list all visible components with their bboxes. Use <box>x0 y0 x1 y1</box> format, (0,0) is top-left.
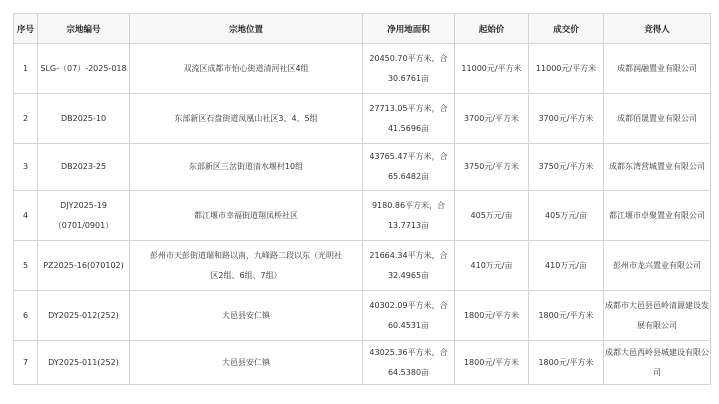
cell-location: 双流区成都市怡心街道清河社区4组 <box>130 44 363 94</box>
cell-code: DB2023-25 <box>38 144 130 191</box>
cell-start-price: 3700元/平方米 <box>455 94 529 144</box>
cell-start-price: 1800元/平方米 <box>455 341 529 385</box>
cell-final-price: 1800元/平方米 <box>529 291 604 341</box>
cell-winner: 彭州市龙兴置业有限公司 <box>604 241 711 291</box>
cell-area <box>363 44 455 94</box>
cell-no: 2 <box>14 94 38 144</box>
header-start-price: 起始价 <box>455 14 529 44</box>
cell-location: 大邑县安仁镇 <box>130 291 363 341</box>
table-row <box>14 291 711 341</box>
location-line1: 彭州市天彭街道瑞和路以南，九峰路二段以东（光明社 <box>150 250 342 260</box>
area-sqm: 43025.36平方米，合 <box>369 347 448 357</box>
cell-code: DY2025-012(252) <box>38 291 130 341</box>
cell-area <box>363 144 455 191</box>
header-no: 序号 <box>14 14 38 44</box>
cell-final-price: 410万元/亩 <box>529 241 604 291</box>
header-code: 宗地编号 <box>38 14 130 44</box>
header-final-price: 成交价 <box>529 14 604 44</box>
cell-start-price: 405万元/亩 <box>455 191 529 241</box>
table-row <box>14 144 711 191</box>
code-line1: DJY2025-19 <box>60 200 107 210</box>
header-area: 净用地面积 <box>363 14 455 44</box>
winner-line1: 成都大邑西岭县城建设有限公 <box>605 347 709 357</box>
cell-area <box>363 291 455 341</box>
cell-no: 4 <box>14 191 38 241</box>
cell-start-price: 11000元/平方米 <box>455 44 529 94</box>
table-row <box>14 241 711 291</box>
cell-winner: 都江堰市卓聚置业有限公司 <box>604 191 711 241</box>
code-line2: （0701/0901） <box>53 220 114 230</box>
header-row <box>14 14 711 44</box>
cell-winner: 成都东湾营城置业有限公司 <box>604 144 711 191</box>
cell-no: 1 <box>14 44 38 94</box>
cell-location: 东部新区石盘街道凤凰山社区3、4、5组 <box>130 94 363 144</box>
area-mu: 30.6761亩 <box>387 73 430 83</box>
cell-final-price: 3700元/平方米 <box>529 94 604 144</box>
winner-line2: 展有限公司 <box>637 320 677 330</box>
table-row <box>14 44 711 94</box>
cell-location <box>130 241 363 291</box>
cell-winner: 成都佰晟置业有限公司 <box>604 94 711 144</box>
cell-winner <box>604 291 711 341</box>
area-sqm: 9180.86平方米，合 <box>371 200 446 210</box>
area-mu: 60.4531亩 <box>387 320 430 330</box>
cell-start-price: 410万元/亩 <box>455 241 529 291</box>
table-row <box>14 341 711 385</box>
area-mu: 13.7713亩 <box>387 220 430 230</box>
cell-area <box>363 94 455 144</box>
winner-line1: 成都市大邑县邑岭清源建设发 <box>605 300 709 310</box>
area-mu: 64.5380亩 <box>387 367 430 377</box>
cell-code: PZ2025-16(070102) <box>38 241 130 291</box>
header-location: 宗地位置 <box>130 14 363 44</box>
cell-location: 大邑县安仁镇 <box>130 341 363 385</box>
cell-no: 6 <box>14 291 38 341</box>
cell-code: DB2025-10 <box>38 94 130 144</box>
cell-location: 东部新区三岔街道清水堰村10组 <box>130 144 363 191</box>
cell-no: 5 <box>14 241 38 291</box>
area-sqm: 21664.34平方米，合 <box>369 250 448 260</box>
cell-final-price: 3750元/平方米 <box>529 144 604 191</box>
header-winner: 竞得人 <box>604 14 711 44</box>
cell-final-price: 405万元/亩 <box>529 191 604 241</box>
winner-line2: 司 <box>653 367 661 377</box>
area-mu: 41.5696亩 <box>387 123 430 133</box>
cell-winner: 成都润融置业有限公司 <box>604 44 711 94</box>
area-sqm: 43765.47平方米，合 <box>369 152 448 161</box>
table-row <box>14 94 711 144</box>
area-sqm: 27713.05平方米，合 <box>369 103 448 113</box>
area-sqm: 20450.70平方米，合 <box>369 53 448 63</box>
cell-final-price: 1800元/平方米 <box>529 341 604 385</box>
cell-winner <box>604 341 711 385</box>
cell-code: DY2025-011(252) <box>38 341 130 385</box>
land-auction-table <box>13 13 711 385</box>
cell-final-price: 11000元/平方米 <box>529 44 604 94</box>
cell-no: 3 <box>14 144 38 191</box>
cell-code <box>38 191 130 241</box>
table-row <box>14 191 711 241</box>
cell-start-price: 3750元/平方米 <box>455 144 529 191</box>
cell-area <box>363 241 455 291</box>
cell-start-price: 1800元/平方米 <box>455 291 529 341</box>
area-mu: 65.6482亩 <box>387 172 430 181</box>
location-line2: 区2组、6组、7组） <box>210 270 282 280</box>
cell-code: SLG-（07）-2025-018 <box>38 44 130 94</box>
area-sqm: 40302.09平方米，合 <box>369 300 448 310</box>
area-mu: 32.4965亩 <box>387 270 430 280</box>
cell-no: 7 <box>14 341 38 385</box>
cell-area <box>363 191 455 241</box>
cell-location: 都江堰市幸福街道翔凤桥社区 <box>130 191 363 241</box>
cell-area <box>363 341 455 385</box>
